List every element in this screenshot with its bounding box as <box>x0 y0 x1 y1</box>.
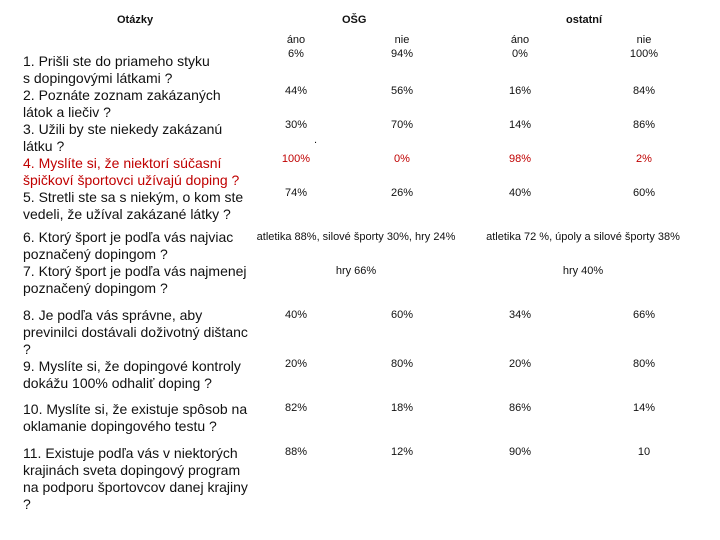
answer-osg-yes: 82% <box>284 402 308 414</box>
answer-others-no: 84% <box>632 85 656 97</box>
question-line: 5. Stretli ste sa s niekým, o kom ste <box>23 189 244 205</box>
question-block <box>23 401 255 435</box>
answer-osg-no: 60% <box>390 309 414 321</box>
answer-others-no: 14% <box>632 402 656 414</box>
question-line: dokážu 100% odhaliť doping ? <box>23 375 212 391</box>
question-line: vedeli, že užíval zakázané látky ? <box>23 206 231 222</box>
answer-others-no: 2% <box>636 153 652 165</box>
answer-others-yes: 14% <box>508 119 532 131</box>
answer-osg-no: 80% <box>390 358 414 370</box>
stray-dot: . <box>314 134 318 146</box>
answer-osg-no: 18% <box>390 402 414 414</box>
question-line: špičkoví športovci užívajú doping ? <box>23 172 240 188</box>
answer-others-yes: 40% <box>508 187 532 199</box>
answer-others-no: 60% <box>632 187 656 199</box>
answer-osg-yes: 88% <box>284 446 308 458</box>
question-line: oklamanie dopingového testu ? <box>23 418 217 434</box>
question-line: 11. Existuje podľa vás v niektorých <box>23 445 238 461</box>
question-line: poznačený dopingom ? <box>23 246 168 262</box>
answer-osg-no: 26% <box>390 187 414 199</box>
answer-others-no: 66% <box>632 309 656 321</box>
answer-osg-no: 12% <box>390 446 414 458</box>
answer-osg-no: 56% <box>390 85 414 97</box>
question-line: 8. Je podľa vás správne, aby <box>23 307 203 323</box>
answer-osg-no: 0% <box>394 153 410 165</box>
question-line: ? <box>23 341 31 357</box>
answer-osg-yes: 30% <box>284 119 308 131</box>
question-line: 3. Užili by ste niekedy zakázanú <box>23 121 223 137</box>
answer-others-yes: 34% <box>508 309 532 321</box>
answer-others-no: 86% <box>632 119 656 131</box>
header-others: ostatní <box>566 14 603 26</box>
question-block <box>23 307 255 392</box>
answer-osg-yes: 74% <box>284 187 308 199</box>
answer-osg-no: nie 94% <box>390 34 414 60</box>
question-line: poznačený dopingom ? <box>23 280 168 296</box>
answer-osg-yes: áno 6% <box>286 34 306 60</box>
answer-others-yes: 90% <box>508 446 532 458</box>
answer-osg-yes: 100% <box>281 153 311 165</box>
answer-others-yes: áno 0% <box>510 34 530 60</box>
question-line: 9. Myslíte si, že dopingové kontroly <box>23 358 241 374</box>
answer-others-yes: 86% <box>508 402 532 414</box>
answer-others-yes: 20% <box>508 358 532 370</box>
answer-others-no: nie 100% <box>629 34 659 60</box>
answer-osg-yes: 44% <box>284 85 308 97</box>
question-line: látku ? <box>23 138 65 154</box>
answer-others-no: 10 <box>637 446 651 458</box>
answer-others-yes: 98% <box>508 153 532 165</box>
others-least-doped-sports: hry 40% <box>562 265 604 277</box>
question-block <box>23 229 255 297</box>
question-line: krajinách sveta dopingový program <box>23 462 241 478</box>
answer-osg-yes: 20% <box>284 358 308 370</box>
header-questions: Otázky <box>117 14 154 26</box>
question-line: previnilci dostávali doživotný dištanc <box>23 324 248 340</box>
question-line: ? <box>23 496 31 512</box>
others-most-doped-sports: atletika 72 %, úpoly a silové športy 38% <box>486 231 680 243</box>
answer-osg-yes: 40% <box>284 309 308 321</box>
question-line: 1. Prišli ste do priameho styku <box>23 53 210 69</box>
question-line: 2. Poznáte zoznam zakázaných <box>23 87 221 103</box>
osg-least-doped-sports: hry 66% <box>335 265 377 277</box>
answer-osg-no: 70% <box>390 119 414 131</box>
question-block <box>23 445 255 513</box>
answer-others-no: 80% <box>632 358 656 370</box>
question-line: 7. Ktorý šport je podľa vás najmenej <box>23 263 247 279</box>
question-block <box>23 53 255 223</box>
question-line: 4. Myslíte si, že niektorí súčasní <box>23 155 222 171</box>
answer-others-yes: 16% <box>508 85 532 97</box>
question-line: na podporu športovcov danej krajiny <box>23 479 248 495</box>
question-line: látok a liečiv ? <box>23 104 111 120</box>
question-line: 10. Myslíte si, že existuje spôsob na <box>23 401 248 417</box>
osg-most-doped-sports: atletika 88%, silové športy 30%, hry 24% <box>256 231 456 243</box>
question-line: 6. Ktorý šport je podľa vás najviac <box>23 229 234 245</box>
question-line: s dopingovými látkami ? <box>23 70 173 86</box>
header-osg: OŠG <box>342 14 367 26</box>
